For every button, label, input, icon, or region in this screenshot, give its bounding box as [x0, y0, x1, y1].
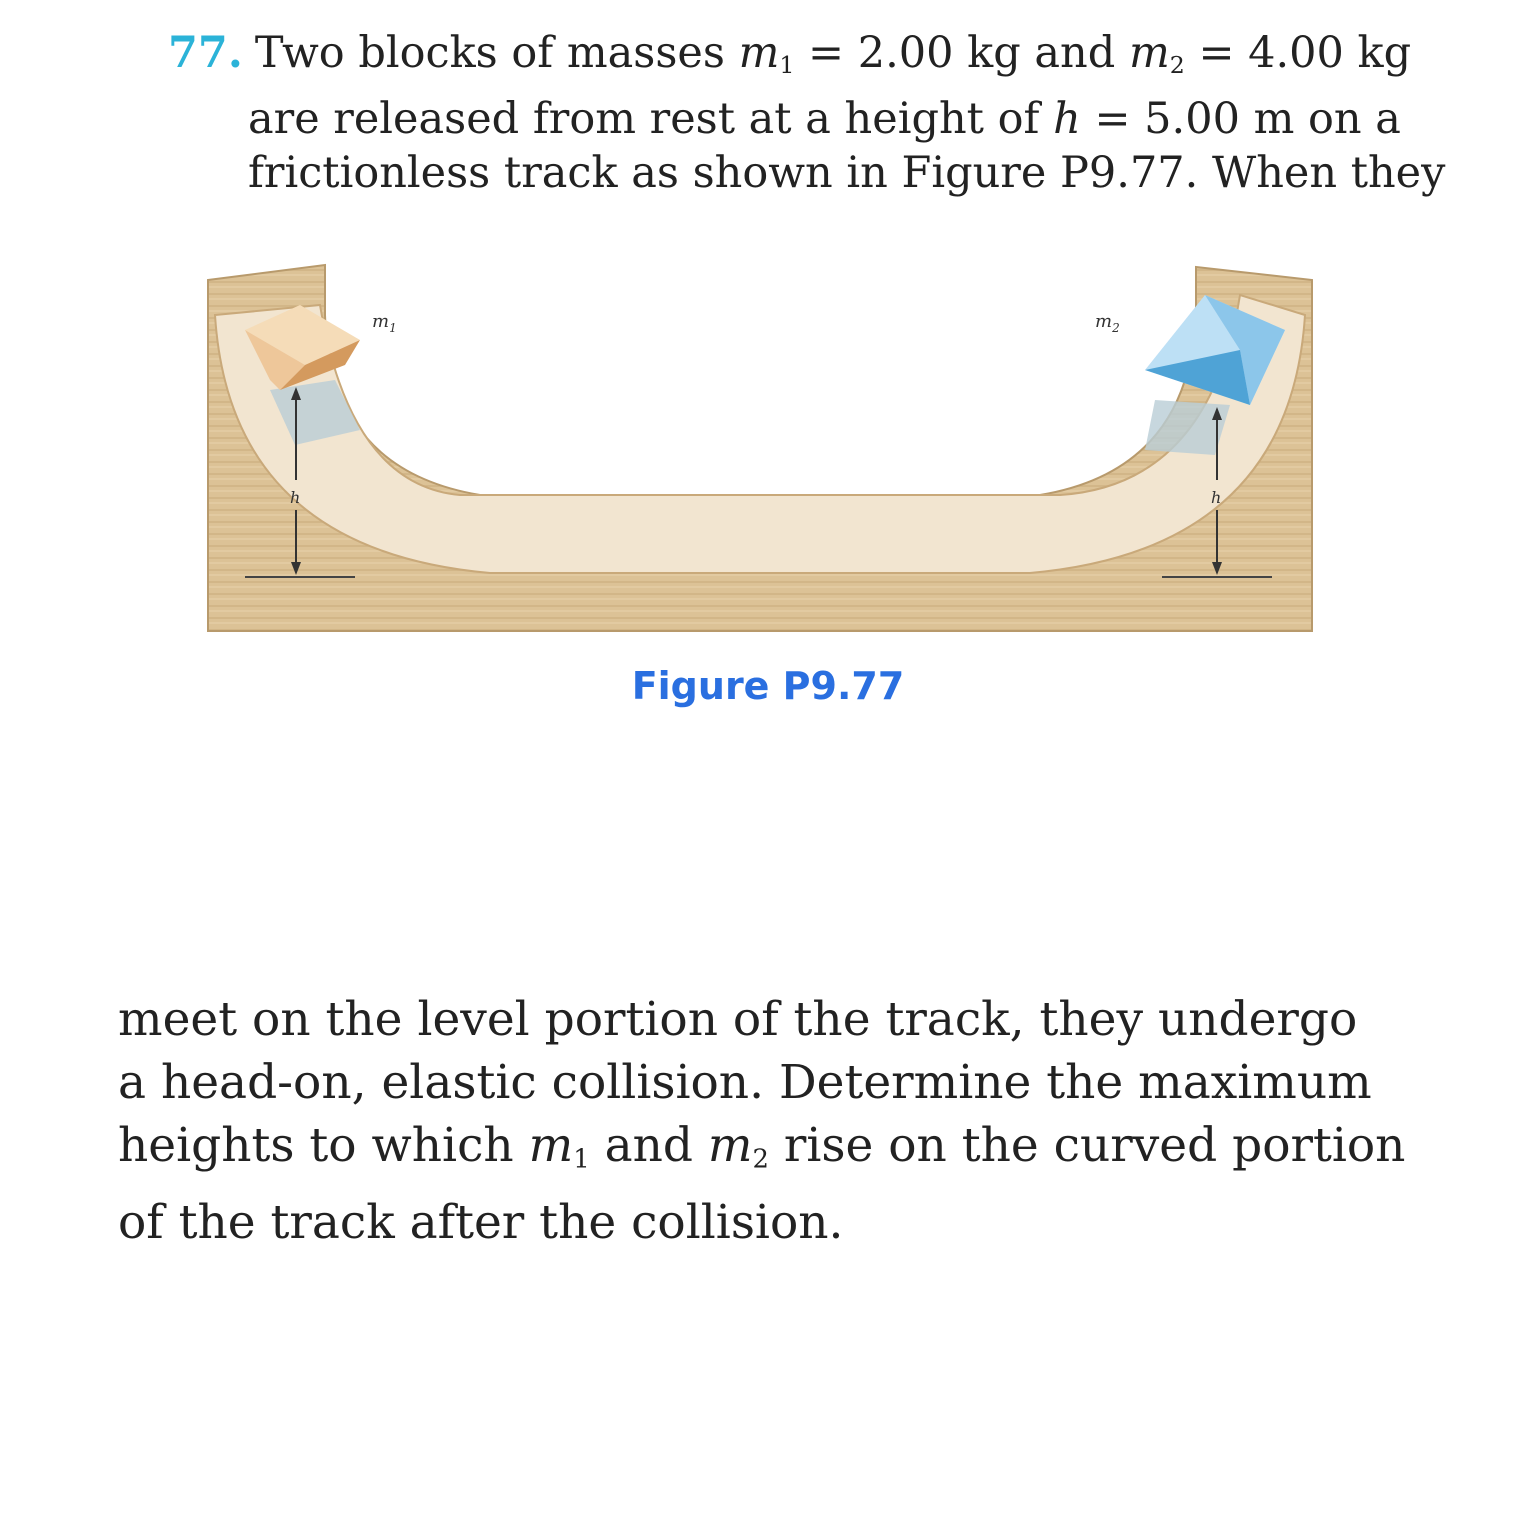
problem-statement-bottom — [118, 988, 1418, 1254]
label-m2: $m_2$ — [1095, 311, 1120, 335]
problem-line-1: 77. Two blocks of masses $m_1 = 2.00$ kg and $m_2 = 4.00$ kg — [168, 28, 1412, 79]
label-m1: $m_1$ — [372, 311, 397, 335]
label-h-left: h — [290, 488, 301, 507]
problem-line-5: a head-on, elastic collision. Determine the maximum — [118, 1055, 1372, 1110]
problem-statement-top — [168, 26, 1446, 200]
problem-line-2: are released from rest at a height of h = 5.00 m on a — [248, 93, 1401, 144]
figure-p9-77 — [200, 255, 1320, 640]
track-illustration — [200, 255, 1320, 640]
problem-line-4: meet on the level portion of the track, they undergo — [118, 992, 1358, 1047]
label-h-right: h — [1211, 488, 1222, 507]
figure-caption: Figure P9.77 — [631, 664, 905, 708]
problem-line-3: frictionless track as shown in Figure P9.77. When they — [248, 147, 1446, 198]
problem-number: 77. — [168, 28, 243, 78]
track-surface — [215, 295, 1305, 573]
problem-line-6: heights to which $m_1$ and $m_2$ rise on the curved portion — [118, 1118, 1406, 1175]
problem-line-7: of the track after the collision. — [118, 1195, 844, 1251]
